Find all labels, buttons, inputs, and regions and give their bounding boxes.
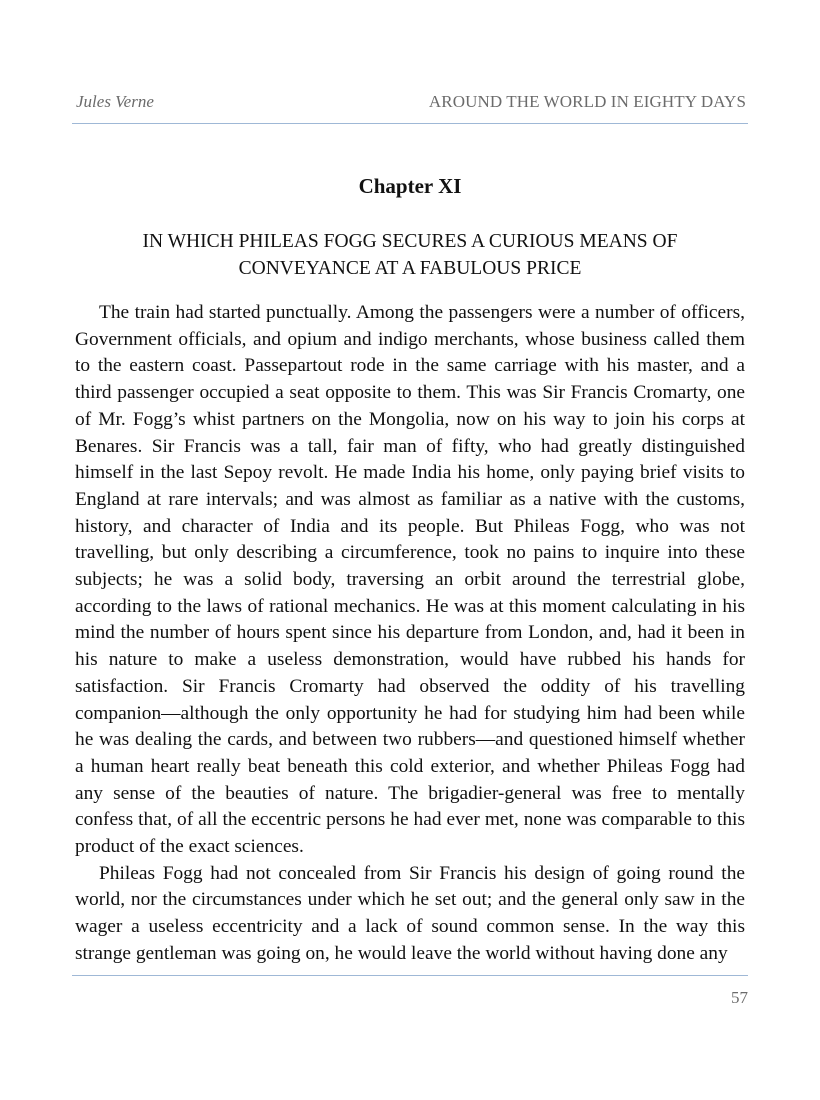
paragraph: The train had started punctually. Among the passengers were a number of officers, Government officials, and opium and indigo merchants, whose business called them to the eastern coast. Passepartout rode in the same carriage with his master, and a third passenger occupied a seat opposite to them. This was Sir Francis Cromarty, one of Mr. Fogg’s whist partners on the Mongolia, now on his way to join his corps at Benares. Sir Francis was a tall, fair man of fifty, who had greatly distinguished himself in the last Sepoy revolt. He made India his home, only paying brief visits to England at rare intervals; and was almost as familiar as a native with the customs, history, and character of India and its people. But Phileas Fogg, who was not travelling, but only describing a circumference, took no pains to inquire into these subjects; he was a solid body, traversing an orbit around the terrestrial globe, according to the laws of rational mechanics. He was at this moment calculating in his mind the number of hours spent since his departure from London, and, had it been in his nature to make a useless demonstration, would have rubbed his hands for satisfaction. Sir Francis Cromarty had observed the oddity of his travelling companion—although the only opportunity he had for studying him had been while he was dealing the cards, and between two rubbers—and questioned himself whether a human heart really beat beneath this cold exterior, and whether Phileas Fogg had any sense of the beauties of nature. The brigadier-general was free to mentally confess that, of all the eccentric persons he had ever met, none was comparable to this product of the exact sciences. xyxy=(75,302,745,858)
header-author: Jules Verne xyxy=(76,92,154,111)
body-text xyxy=(75,300,745,968)
paragraph: Phileas Fogg had not concealed from Sir Francis his design of going round the world, nor the circumstances under which he set out; and the general only saw in the wager a useless eccentricity and a lack of sound common sense. In the way this strange gentleman was going on, he would leave the world without having done any xyxy=(75,862,745,964)
header-book-title: AROUND THE WORLD IN EIGHTY DAYS xyxy=(428,92,746,111)
running-header xyxy=(72,92,748,116)
page-number: 57 xyxy=(731,988,748,1007)
chapter-subtitle: IN WHICH PHILEAS FOGG SECURES A CURIOUS MEANS OF CONVEYANCE AT A FABULOUS PRICE xyxy=(142,231,678,279)
header-divider xyxy=(72,123,748,124)
footer-divider xyxy=(72,975,748,976)
chapter-title: Chapter XI xyxy=(358,174,462,198)
